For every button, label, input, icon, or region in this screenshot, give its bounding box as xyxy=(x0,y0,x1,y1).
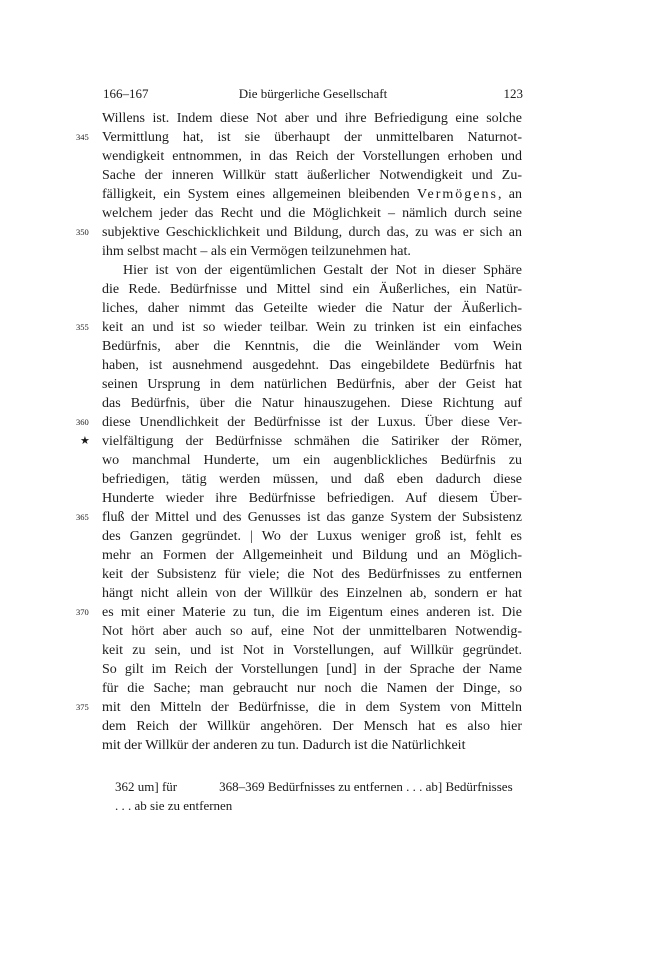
line-text: Hunderte wieder ihre Bedürfnisse befriedigen. Auf diesem Über- xyxy=(102,491,522,506)
line-text: haben, ist ausnehmend ausgedehnt. Das eingebildete Bedürfnis hat xyxy=(102,358,522,373)
text-line xyxy=(76,128,522,147)
text-line xyxy=(102,204,522,223)
line-number: 375 xyxy=(76,702,89,712)
text-line xyxy=(76,603,522,622)
line-text: wo manchmal Hunderte, um ein augenblickliches Bedürfnis zu xyxy=(102,453,522,468)
text-line xyxy=(102,147,522,166)
text-line xyxy=(76,318,522,337)
text-line xyxy=(102,736,522,755)
text-line xyxy=(102,261,522,280)
page-range: 166–167 xyxy=(103,86,149,101)
text-line xyxy=(102,717,522,736)
text-line xyxy=(102,242,522,261)
line-text: fluß der Mittel und des Genusses ist das ganze System der Subsistenz xyxy=(102,510,522,525)
running-header xyxy=(103,86,523,104)
text-line xyxy=(102,394,522,413)
line-number: 365 xyxy=(76,512,89,522)
footnote-line xyxy=(115,777,525,796)
text-line xyxy=(102,660,522,679)
line-number: 355 xyxy=(76,322,89,332)
line-number: 370 xyxy=(76,607,89,617)
line-text: liches, daher nimmt das Geteilte wieder die Natur der Äußerlich- xyxy=(102,301,522,316)
line-text: ihm selbst macht – als ein Vermögen teilzunehmen hat. xyxy=(102,244,411,259)
line-text: Hier ist von der eigentümlichen Gestalt der Not in dieser Sphäre xyxy=(123,263,522,278)
text-line xyxy=(102,299,522,318)
line-text: , an xyxy=(497,187,522,202)
running-title: Die bürgerliche Gesellschaft xyxy=(238,86,388,101)
line-text: die Rede. Bedürfnisse und Mittel sind ein Äußerliches, ein Natür- xyxy=(102,282,522,297)
text-line xyxy=(102,546,522,565)
line-text: Bedürfnis, aber die Kenntnis, die die Weinländer vom Wein xyxy=(102,339,522,354)
text-line xyxy=(102,185,522,204)
line-text: dem Reich der Willkür angehören. Der Mensch hat es also hier xyxy=(102,719,522,734)
text-line xyxy=(102,109,522,128)
text-line xyxy=(76,698,522,717)
text-line xyxy=(102,337,522,356)
text-line xyxy=(102,679,522,698)
text-line xyxy=(102,280,522,299)
line-text: mit den Mitteln der Bedürfnisse, die in dem System von Mitteln xyxy=(102,700,522,715)
line-text: es mit einer Materie zu tun, die im Eigentum eines anderen ist. Die xyxy=(102,605,522,620)
text-line xyxy=(102,166,522,185)
line-number: 350 xyxy=(76,227,89,237)
text-line xyxy=(80,432,522,451)
line-text: fälligkeit, ein System eines allgemeinen bleibenden xyxy=(102,187,417,202)
line-number: 360 xyxy=(76,417,89,427)
page-number: 123 xyxy=(503,86,523,101)
footnote-368-369: 368–369 Bedürfnisses zu entfernen . . . ab] Bedürfnisses xyxy=(219,779,513,794)
line-text: mit der Willkür der anderen zu tun. Dadurch ist die Natürlichkeit xyxy=(102,738,466,753)
line-text: keit an und ist so wieder teilbar. Wein zu trinken ist ein einfaches xyxy=(102,320,522,335)
margin-star-marker: ★ xyxy=(80,435,90,447)
line-text: des Ganzen gegründet. | Wo der Luxus weniger groß ist, fehlt es xyxy=(102,529,522,544)
line-text: Willens ist. Indem diese Not aber und ihre Befriedigung eine solche xyxy=(102,111,522,126)
text-line xyxy=(76,508,522,527)
line-number: 345 xyxy=(76,132,89,142)
footnote-362: 362 um] für xyxy=(115,779,178,794)
critical-apparatus xyxy=(115,777,525,815)
line-text: befriedigen, tätig werden müssen, und daß eben dadurch diese xyxy=(102,472,522,487)
main-text xyxy=(76,109,522,755)
line-text: Vermittlung hat, ist sie überhaupt der unmittelbaren Naturnot- xyxy=(102,130,522,145)
text-line xyxy=(102,451,522,470)
text-line xyxy=(102,641,522,660)
emphasized-term: Vermögens xyxy=(416,187,498,202)
line-text: subjektive Geschicklichkeit und Bildung, durch das, zu was er sich an xyxy=(102,225,522,240)
line-text: vielfältigung der Bedürfnisse schmähen die Satiriker der Römer, xyxy=(102,434,522,449)
line-text: welchem jeder das Recht und die Möglichkeit – nämlich durch seine xyxy=(102,206,522,221)
line-text: hängt nicht allein von der Willkür des Einzelnen ab, sondern er hat xyxy=(102,586,522,601)
text-line xyxy=(102,489,522,508)
text-line xyxy=(102,527,522,546)
text-line xyxy=(102,565,522,584)
line-text: keit zu sein, und ist Not in Vorstellungen, auf Willkür gegründet. xyxy=(102,643,522,658)
text-line xyxy=(102,622,522,641)
line-text: keit der Subsistenz für viele; die Not des Bedürfnisses zu entfernen xyxy=(102,567,522,582)
line-text: So gilt im Reich der Vorstellungen [und] in der Sprache der Name xyxy=(102,662,522,677)
line-text: Sache der inneren Willkür statt äußerlicher Notwendigkeit und Zu- xyxy=(102,168,522,183)
text-line xyxy=(76,413,522,432)
line-text: Not hört aber auch so auf, eine Not der unmittelbaren Notwendig- xyxy=(102,624,522,639)
footnote-continuation: . . . ab sie zu entfernen xyxy=(115,798,233,813)
line-text: mehr an Formen der Allgemeinheit und Bildung und an Möglich- xyxy=(102,548,522,563)
text-line xyxy=(102,470,522,489)
text-line xyxy=(102,356,522,375)
line-text: wendigkeit entnommen, in das Reich der Vorstellungen erhoben und xyxy=(102,149,522,164)
text-line xyxy=(102,584,522,603)
text-line xyxy=(102,375,522,394)
line-text: seinen Ursprung in dem natürlichen Bedürfnis, aber der Geist hat xyxy=(102,377,522,392)
line-text: diese Unendlichkeit der Bedürfnisse ist der Luxus. Über diese Ver- xyxy=(102,415,522,430)
line-text: das Bedürfnis, über die Natur hinauszugehen. Diese Richtung auf xyxy=(102,396,522,411)
text-line xyxy=(76,223,522,242)
line-text: für die Sache; man gebraucht nur noch die Namen der Dinge, so xyxy=(102,681,522,696)
